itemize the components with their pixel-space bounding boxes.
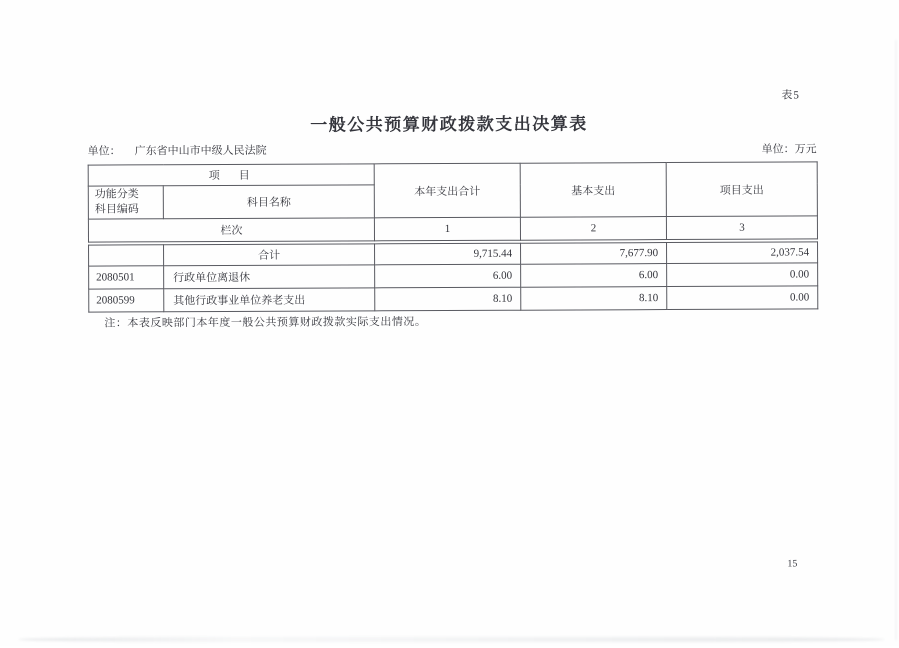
header-col-total: 本年支出合计: [374, 163, 520, 218]
header-code-label: [88, 186, 163, 219]
header-name-label: 科目名称: [163, 185, 374, 219]
header-col-project: 项目支出: [666, 162, 817, 217]
cell-project: 0.00: [667, 286, 818, 310]
cell-name: 行政单位离退休: [164, 265, 375, 289]
header-item-group: 项 目: [88, 164, 374, 186]
cell-basic: 7,677.90: [521, 243, 667, 265]
scan-edge-artifact-right: [895, 40, 897, 640]
table-row: [89, 263, 818, 289]
table-footnote: 注：本表反映部门本年度一般公共预算财政拨款实际支出情况。: [104, 316, 427, 330]
cell-name: 合计: [164, 244, 375, 266]
reporting-unit: [88, 142, 267, 159]
cell-total: 8.10: [375, 287, 521, 311]
unit-label: 单位：: [87, 145, 121, 158]
currency-unit: 单位：万元: [761, 143, 817, 156]
cell-basic: 8.10: [521, 287, 667, 311]
header-colnum-2: 2: [520, 217, 666, 241]
unit-name: 广东省中山市中级人民法院: [134, 144, 267, 158]
table-row: [89, 286, 818, 312]
header-code-line1: 功能分类: [94, 188, 139, 201]
cell-code: [89, 245, 164, 266]
table-number-label: 表5: [781, 89, 800, 102]
header-col-basic: 基本支出: [520, 163, 666, 218]
cell-basic: 6.00: [521, 264, 667, 288]
header-lanci: 栏次: [88, 218, 374, 242]
scan-edge-artifact-bottom: [18, 637, 885, 642]
unit-info-row: [87, 139, 817, 158]
header-colnum-1: 1: [374, 217, 520, 241]
budget-table-header: [88, 161, 818, 242]
page-title: 一般公共预算财政拨款支出决算表: [310, 114, 588, 135]
cell-name: 其他行政事业单位养老支出: [164, 288, 375, 312]
cell-code: 2080501: [89, 266, 164, 289]
cell-project: 0.00: [667, 263, 818, 287]
cell-code: 2080599: [89, 289, 164, 312]
page-number: 15: [787, 558, 798, 570]
cell-total: 6.00: [375, 264, 521, 288]
cell-total: 9,715.44: [375, 243, 521, 265]
budget-table-body: [88, 241, 818, 312]
header-code-line2: 科目编码: [94, 203, 139, 216]
header-colnum-3: 3: [666, 216, 817, 240]
cell-project: 2,037.54: [667, 242, 818, 264]
